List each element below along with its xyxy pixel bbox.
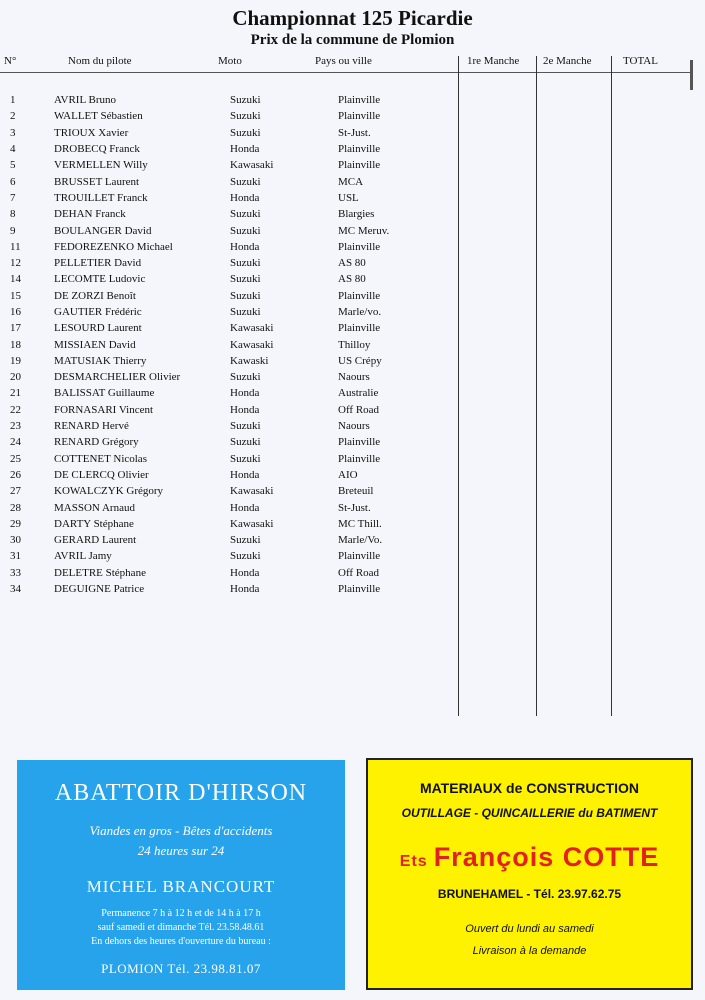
rider-name: DE CLERCQ Olivier	[54, 468, 149, 481]
rider-name: PELLETIER David	[54, 257, 142, 270]
col-header-place: Pays ou ville	[315, 55, 372, 67]
rider-place: MC Meruv.	[338, 224, 390, 237]
rider-name: COTTENET Nicolas	[54, 452, 147, 465]
rider-moto: Honda	[230, 583, 260, 596]
rider-moto: Suzuki	[230, 289, 261, 302]
ad-abattoir-name: ABATTOIR D'HIRSON	[54, 780, 308, 806]
rider-number: 9	[10, 224, 16, 237]
col-header-name: Nom du pilote	[68, 55, 132, 67]
ad-cotte-line2: OUTILLAGE - QUINCAILLERIE du BATIMENT	[401, 806, 658, 820]
rider-moto: Honda	[230, 387, 260, 400]
rider-moto: Honda	[230, 403, 260, 416]
rider-place: Plainville	[338, 159, 381, 172]
rider-name: VERMELLEN Willy	[54, 159, 148, 172]
rider-place: Plainville	[338, 240, 381, 253]
table-row	[0, 402, 478, 418]
rider-number: 8	[10, 208, 16, 221]
table-row	[0, 369, 478, 385]
rider-moto: Suzuki	[230, 306, 261, 318]
table-row	[0, 157, 478, 173]
rider-number: 17	[10, 322, 21, 335]
rider-number: 16	[10, 306, 21, 318]
table-row	[0, 108, 478, 124]
rider-number: 4	[10, 143, 16, 156]
rider-place: Plainville	[338, 289, 381, 302]
rider-place: St-Just.	[338, 126, 371, 139]
table-row	[0, 239, 478, 255]
rider-moto: Suzuki	[230, 94, 261, 107]
rider-place: Off Road	[338, 566, 380, 579]
rider-number: 2	[10, 110, 16, 123]
rider-place: Off Road	[338, 403, 380, 416]
rider-name: MISSIAEN David	[54, 338, 136, 351]
rider-name: GAUTIER Frédéric	[54, 306, 142, 318]
rider-moto: Suzuki	[230, 257, 261, 270]
table-row	[0, 353, 478, 369]
rider-name: BRUSSET Laurent	[54, 175, 140, 188]
ad-abattoir-hours2: sauf samedi et dimanche Tél. 23.58.48.61	[97, 922, 265, 933]
table-row	[0, 125, 478, 141]
col-header-total: TOTAL	[623, 55, 658, 67]
rider-name: DARTY Stéphane	[54, 517, 134, 530]
rider-place: MCA	[338, 175, 364, 188]
table-row	[0, 451, 478, 467]
ad-cotte-company: François COTTE	[433, 842, 660, 872]
rider-moto: Kawasaki	[230, 485, 274, 498]
rider-number: 1	[10, 94, 16, 107]
table-row	[0, 271, 478, 287]
rider-name: MATUSIAK Thierry	[54, 354, 147, 367]
table-row	[0, 516, 478, 532]
rider-name: TROUILLET Franck	[54, 191, 148, 204]
rider-place: Plainville	[338, 110, 381, 123]
rider-moto: Kawaski	[230, 354, 269, 367]
rider-name: AVRIL Jamy	[54, 550, 112, 563]
rider-place: USL	[338, 191, 359, 204]
rider-moto: Honda	[230, 501, 260, 514]
edge-mark	[690, 60, 693, 90]
rider-place: Naours	[338, 371, 370, 384]
rider-number: 12	[10, 257, 21, 270]
table-row	[0, 173, 478, 189]
rider-moto: Suzuki	[230, 371, 261, 384]
rider-place: Plainville	[338, 436, 381, 449]
rider-place: MC Thill.	[338, 517, 382, 530]
rider-number: 33	[10, 566, 21, 579]
table-row	[0, 532, 478, 548]
ad-cotte-line1: MATERIAUX de CONSTRUCTION	[419, 780, 640, 796]
rider-name: DEGUIGNE Patrice	[54, 583, 145, 596]
rider-place: Thilloy	[338, 338, 371, 351]
rider-moto: Suzuki	[230, 110, 261, 123]
rider-place: Blargies	[338, 208, 375, 221]
rider-name: WALLET Sébastien	[54, 110, 143, 123]
rider-moto: Kawasaki	[230, 517, 274, 530]
ad-cotte-address: BRUNEHAMEL - Tél. 23.97.62.75	[437, 887, 622, 901]
page-title: Championnat 125 Picardie	[232, 6, 473, 30]
table-row	[0, 483, 478, 499]
rider-number: 30	[10, 534, 21, 547]
rider-place: Australie	[338, 387, 379, 400]
rider-name: DE ZORZI Benoît	[54, 289, 136, 302]
rider-place: Breteuil	[338, 485, 374, 498]
ad-abattoir-line1: Viandes en gros - Bêtes d'accidents	[89, 823, 273, 838]
rider-moto: Suzuki	[230, 273, 261, 286]
rider-number: 15	[10, 289, 21, 302]
ad-abattoir-hours1: Permanence 7 h à 12 h et de 14 h à 17 h	[101, 908, 261, 919]
column-divider	[536, 56, 537, 716]
rider-moto: Suzuki	[230, 550, 261, 563]
rider-number: 23	[10, 420, 21, 433]
table-row	[0, 222, 478, 238]
rider-moto: Suzuki	[230, 420, 261, 433]
rider-place: AIO	[338, 468, 358, 481]
table-row	[0, 499, 478, 515]
rider-number: 19	[10, 354, 21, 367]
rider-place: Plainville	[338, 322, 381, 335]
rider-name: LESOURD Laurent	[54, 322, 142, 335]
table-row	[0, 141, 478, 157]
page-subtitle: Prix de la commune de Plomion	[250, 32, 455, 48]
rider-number: 22	[10, 403, 21, 416]
ad-cotte-company-line	[368, 842, 691, 873]
rider-moto: Honda	[230, 468, 260, 481]
rider-name: KOWALCZYK Grégory	[54, 485, 164, 498]
ad-abattoir-owner: MICHEL BRANCOURT	[86, 877, 276, 896]
rider-moto: Honda	[230, 240, 260, 253]
rider-place: Plainville	[338, 550, 381, 563]
ad-abattoir	[17, 760, 345, 990]
ad-cotte	[366, 758, 693, 990]
table-row	[0, 190, 478, 206]
rider-number: 29	[10, 517, 21, 530]
rider-name: BALISSAT Guillaume	[54, 387, 155, 400]
rider-name: FORNASARI Vincent	[54, 403, 154, 416]
table-row	[0, 92, 478, 108]
rider-moto: Kawasaki	[230, 322, 274, 335]
table-row	[0, 467, 478, 483]
table-row	[0, 288, 478, 304]
rider-moto: Suzuki	[230, 208, 261, 221]
rider-place: AS 80	[338, 257, 366, 270]
rider-number: 7	[10, 191, 16, 204]
table-row	[0, 320, 478, 336]
rider-number: 3	[10, 126, 16, 139]
rider-place: Plainville	[338, 143, 381, 156]
col-header-moto: Moto	[218, 55, 242, 67]
ad-abattoir-line2: 24 heures sur 24	[137, 843, 225, 858]
rider-name: BOULANGER David	[54, 224, 152, 237]
rider-number: 18	[10, 338, 21, 351]
rider-name: DROBECQ Franck	[54, 143, 140, 156]
table-row	[0, 304, 478, 320]
rider-place: St-Just.	[338, 501, 371, 514]
rider-place: Plainville	[338, 94, 381, 107]
rider-number: 11	[10, 240, 21, 253]
col-header-manche2: 2e Manche	[543, 55, 592, 67]
table-row	[0, 255, 478, 271]
table-row	[0, 385, 478, 401]
rider-place: AS 80	[338, 273, 366, 286]
rider-place: Naours	[338, 420, 370, 433]
rider-number: 20	[10, 371, 21, 384]
col-header-manche1: 1re Manche	[467, 55, 520, 67]
rider-moto: Suzuki	[230, 175, 261, 188]
results-table	[0, 92, 478, 597]
rider-number: 24	[10, 436, 21, 449]
rider-number: 28	[10, 501, 21, 514]
rider-place: Plainville	[338, 583, 381, 596]
rider-moto: Honda	[230, 143, 260, 156]
rider-moto: Suzuki	[230, 224, 261, 237]
table-row	[0, 206, 478, 222]
rider-number: 31	[10, 550, 21, 563]
rider-name: DEHAN Franck	[54, 208, 126, 221]
rider-number: 21	[10, 387, 21, 400]
ad-cotte-delivery: Livraison à la demande	[472, 945, 587, 957]
table-row	[0, 565, 478, 581]
table-row	[0, 548, 478, 564]
ad-cotte-prefix: Ets	[399, 853, 428, 870]
rider-moto: Kawasaki	[230, 159, 274, 172]
rider-moto: Honda	[230, 566, 260, 579]
rider-name: DESMARCHELIER Olivier	[54, 371, 181, 384]
rider-place: US Crépy	[338, 354, 382, 367]
col-header-no: N°	[4, 55, 17, 67]
rider-name: RENARD Hervé	[54, 420, 129, 433]
ad-abattoir-hours3: En dehors des heures d'ouverture du bureau :	[91, 936, 271, 947]
rider-name: AVRIL Bruno	[54, 94, 117, 107]
rider-number: 26	[10, 468, 21, 481]
rider-moto: Suzuki	[230, 126, 261, 139]
rider-name: TRIOUX Xavier	[54, 126, 129, 139]
rider-number: 14	[10, 273, 21, 286]
rider-moto: Suzuki	[230, 436, 261, 449]
ad-abattoir-tel: PLOMION Tél. 23.98.81.07	[101, 961, 261, 976]
table-row	[0, 434, 478, 450]
rider-name: DELETRE Stéphane	[54, 566, 146, 579]
rider-name: MASSON Arnaud	[54, 501, 135, 514]
rider-name: RENARD Grégory	[54, 436, 139, 449]
table-row	[0, 418, 478, 434]
table-row	[0, 581, 478, 597]
rider-place: Marle/Vo.	[338, 534, 383, 547]
rider-moto: Honda	[230, 191, 260, 204]
rider-name: FEDOREZENKO Michael	[54, 240, 173, 253]
column-divider	[611, 56, 612, 716]
rider-number: 25	[10, 452, 21, 465]
ad-cotte-open: Ouvert du lundi au samedi	[465, 923, 594, 935]
rider-number: 34	[10, 583, 21, 596]
rider-moto: Suzuki	[230, 534, 261, 547]
rider-moto: Kawasaki	[230, 338, 274, 351]
rider-place: Marle/vo.	[338, 306, 382, 318]
rider-moto: Suzuki	[230, 452, 261, 465]
rider-number: 6	[10, 175, 16, 188]
table-row	[0, 336, 478, 352]
rider-number: 27	[10, 485, 21, 498]
rider-name: GERARD Laurent	[54, 534, 137, 547]
rider-place: Plainville	[338, 452, 381, 465]
rider-number: 5	[10, 159, 16, 172]
header-divider	[0, 72, 690, 73]
rider-name: LECOMTE Ludovic	[54, 273, 146, 286]
